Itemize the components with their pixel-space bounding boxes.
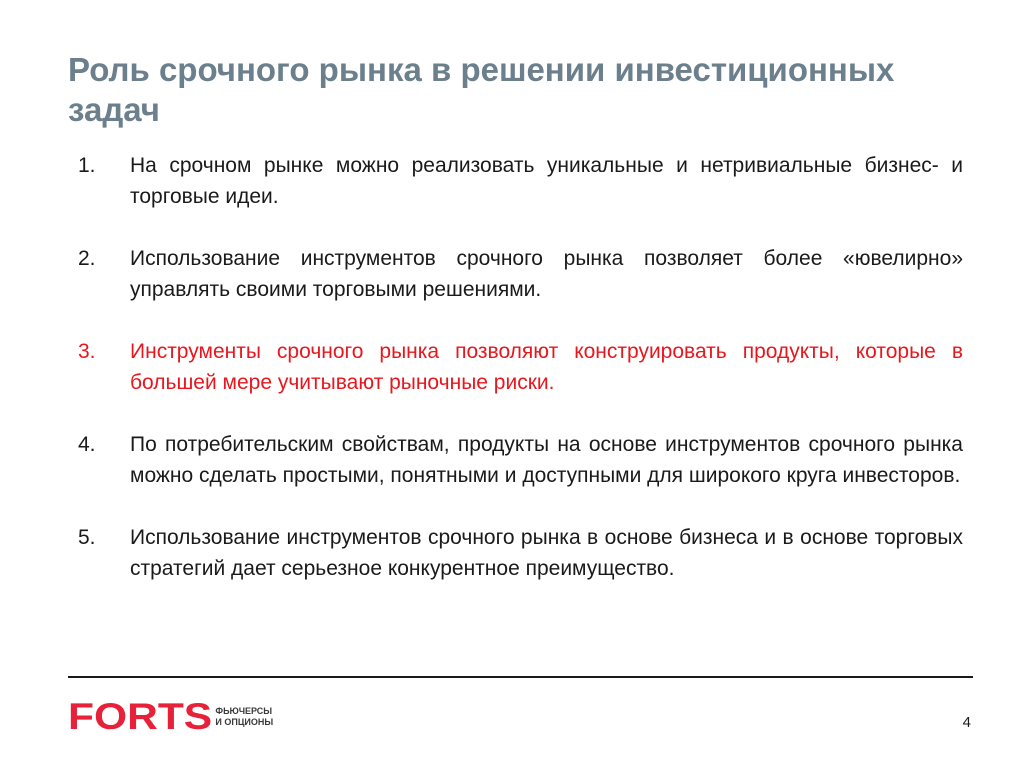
list-item-highlighted — [78, 336, 963, 398]
list-item — [78, 522, 963, 584]
logo-tagline-line-2: И ОПЦИОНЫ — [215, 717, 274, 727]
list-item-number: 3. — [78, 340, 96, 363]
logo-wordmark: FORTS — [68, 696, 213, 737]
list-item-number: 5. — [78, 526, 96, 549]
list-item-text: На срочном рынке можно реализовать уникальные и нетривиальные бизнес- и торговые идеи. — [130, 154, 963, 208]
logo-tagline-line-1: ФЬЮЧЕРСЫ — [215, 706, 273, 716]
list-item-text: Использование инструментов срочного рынка в основе бизнеса и в основе торговых стратегий дает серьезное конкурентное преимущество. — [130, 526, 963, 580]
list-item-number: 1. — [78, 154, 96, 177]
forts-logo — [68, 696, 274, 737]
footer-divider — [68, 676, 973, 678]
numbered-list — [78, 150, 963, 615]
list-item-number: 4. — [78, 433, 96, 456]
page-number: 4 — [962, 714, 971, 731]
list-item-number: 2. — [78, 247, 96, 270]
list-item-text: По потребительским свойствам, продукты на основе инструментов срочного рынка можно сделать простыми, понятными и доступными для широкого круга инвесторов. — [130, 433, 963, 487]
list-item-text: Использование инструментов срочного рынка позволяет более «ювелирно» управлять своими торговыми решениями. — [130, 247, 963, 301]
list-item — [78, 243, 963, 305]
list-item — [78, 429, 963, 491]
list-item — [78, 150, 963, 212]
logo-tagline — [215, 706, 273, 728]
slide-title: Роль срочного рынка в решении инвестиционных задач — [68, 51, 895, 128]
list-item-text: Инструменты срочного рынка позволяют конструировать продукты, которые в большей мере учитывают рыночные риски. — [130, 340, 963, 394]
